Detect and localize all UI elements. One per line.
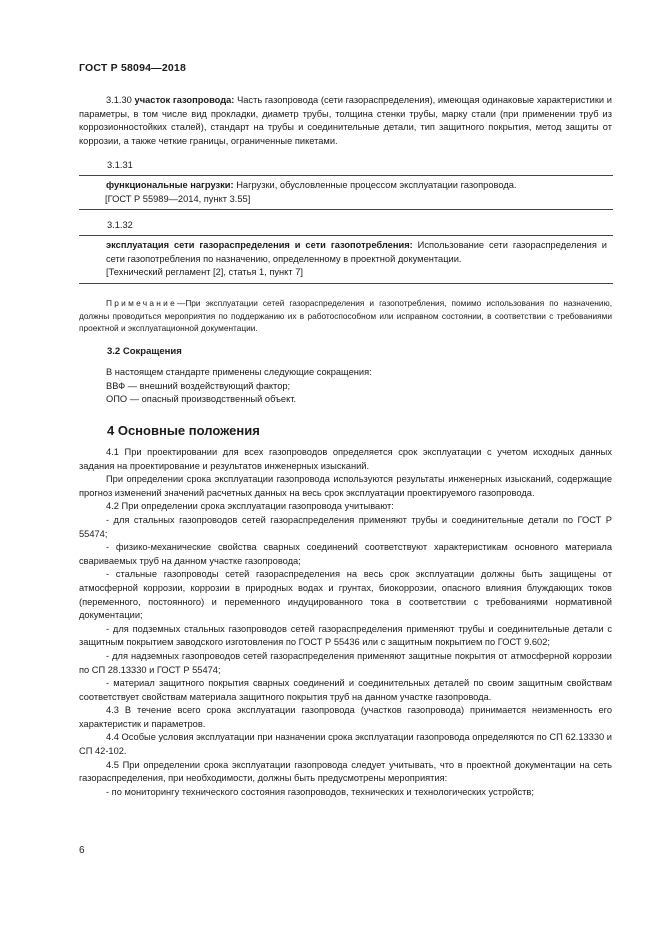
term-paragraph	[106, 179, 607, 193]
section-3-2-body	[79, 366, 612, 407]
abbr-item: ОПО — опасный производственный объект.	[106, 394, 297, 405]
list-item: - стальные газопроводы сетей газораспределения на весь срок эксплуатации должны быть защищены от атмосферной коррозии, коррозии в природных водах и грунтах, биокоррозии, опасного влияния блуждающих токов (переменного, постоянного) и переменного индуцированного тока в соответствии с требованиями нормативной документации;	[79, 569, 612, 621]
list-item: - для надземных газопроводов сетей газораспределения применяют защитные покрытия от атмосферной коррозии по СП 28.13330 и ГОСТ Р 55474;	[79, 650, 612, 675]
list-item: - по мониторингу технического состояния газопроводов, технических и технологических устройств;	[106, 786, 534, 797]
term-3-1-30	[79, 94, 612, 148]
term-definition: Часть газопровода (сети газораспределения), имеющая одинаковые характеристики и параметры, в том числе вид прокладки, диаметр трубы, толщина стенки трубы, марку стали (при применении труб из коррозионностойких сталей), стандарт на трубы и соединительные детали, тип защитного покрытия, метод защиты от коррозии, а также четкие границы, ограниченные пикетами.	[79, 95, 612, 146]
term-definition: Использование сети газораспределения и сети газопотребления по назначению, определенному в проектной документации.	[106, 240, 607, 264]
term-source: [ГОСТ Р 55989—2014, пункт 3.55]	[105, 193, 251, 204]
list-item: - для стальных газопроводов сетей газораспределения применяют трубы и соединительные детали по ГОСТ Р 55474;	[79, 514, 612, 539]
term-name: функциональные нагрузки:	[106, 180, 234, 190]
paragraph: 4.2 При определении срока эксплуатации газопровода учитывают:	[106, 501, 394, 512]
term-name: эксплуатация сети газораспределения и сети газопотребления:	[106, 240, 413, 250]
term-number: 3.1.30	[106, 95, 132, 105]
section-4-title: 4 Основные положения	[107, 423, 260, 438]
list-item: - материал защитного покрытия сварных соединений и соединительных деталей по своим защитным свойствам соответствует свойствам материала защитного покрытия труб на данном участке газопровода.	[79, 678, 612, 702]
paragraph: При определении срока эксплуатации газопровода используются результаты инженерных изысканий, содержащие прогноз изменений значений расчетных данных на весь срок эксплуатации проектируемого газопровода.	[79, 474, 612, 498]
list-item: - для подземных стальных газопроводов сетей газораспределения применяют трубы и соединительные детали с защитным покрытием заводского изготовления по ГОСТ Р 55436 или с защитным покрытием по ГОСТ 9.602;	[79, 623, 612, 648]
term-definition: Нагрузки, обусловленные процессом эксплуатации газопровода.	[236, 180, 517, 190]
term-paragraph	[106, 239, 607, 266]
paragraph: 4.1 При проектировании для всех газопроводов определяется срок эксплуатации с учетом исходных данных задания на проектирование и результатов инженерных изысканий.	[79, 447, 612, 471]
page-number: 6	[79, 845, 85, 856]
document-header: ГОСТ Р 58094—2018	[79, 62, 187, 74]
note-label: Примечание	[106, 298, 178, 308]
paragraph: 4.4 Особые условия эксплуатации при назначении срока эксплуатации газопровода определяются по СП 62.13330 и СП 42-102.	[79, 732, 612, 757]
term-number: 3.1.31	[107, 160, 133, 170]
term-number: 3.1.32	[107, 220, 133, 230]
paragraph: 4.5 При определении срока эксплуатации газопровода следует учитывать, что в проектной документации на сеть газораспределения, при необходимости, должны быть предусмотрены мероприятия:	[79, 759, 612, 784]
note-paragraph	[79, 297, 612, 335]
term-3-1-32-box	[79, 235, 613, 284]
paragraph: 4.3 В течение всего срока эксплуатации газопровода (участков газопровода) принимается неизменность его характеристик и параметров.	[79, 705, 612, 729]
note-text: —При эксплуатации сетей газораспределения и газопотребления, помимо использования по назначению, должны проводиться мероприятия по поддержанию их в работоспособном или исправном состоянии, в соответствии с требованиями проектной и эксплуатационной документации.	[79, 298, 612, 334]
term-source: [Технический регламент [2], статья 1, пункт 7]	[106, 267, 303, 278]
list-item: - физико-механические свойства сварных соединений соответствуют характеристикам основного материала свариваемых труб на данном участке газопровода;	[79, 542, 612, 566]
section-3-2-title: 3.2 Сокращения	[107, 346, 182, 357]
term-paragraph	[79, 94, 612, 148]
term-3-1-31-box	[79, 175, 613, 210]
abbr-item: ВВФ — внешний воздействующий фактор;	[106, 380, 291, 391]
section-4-body	[79, 446, 612, 799]
abbr-intro: В настоящем стандарте применены следующие сокращения:	[106, 367, 372, 377]
note	[79, 297, 612, 335]
term-name: участок газопровода:	[134, 95, 235, 105]
